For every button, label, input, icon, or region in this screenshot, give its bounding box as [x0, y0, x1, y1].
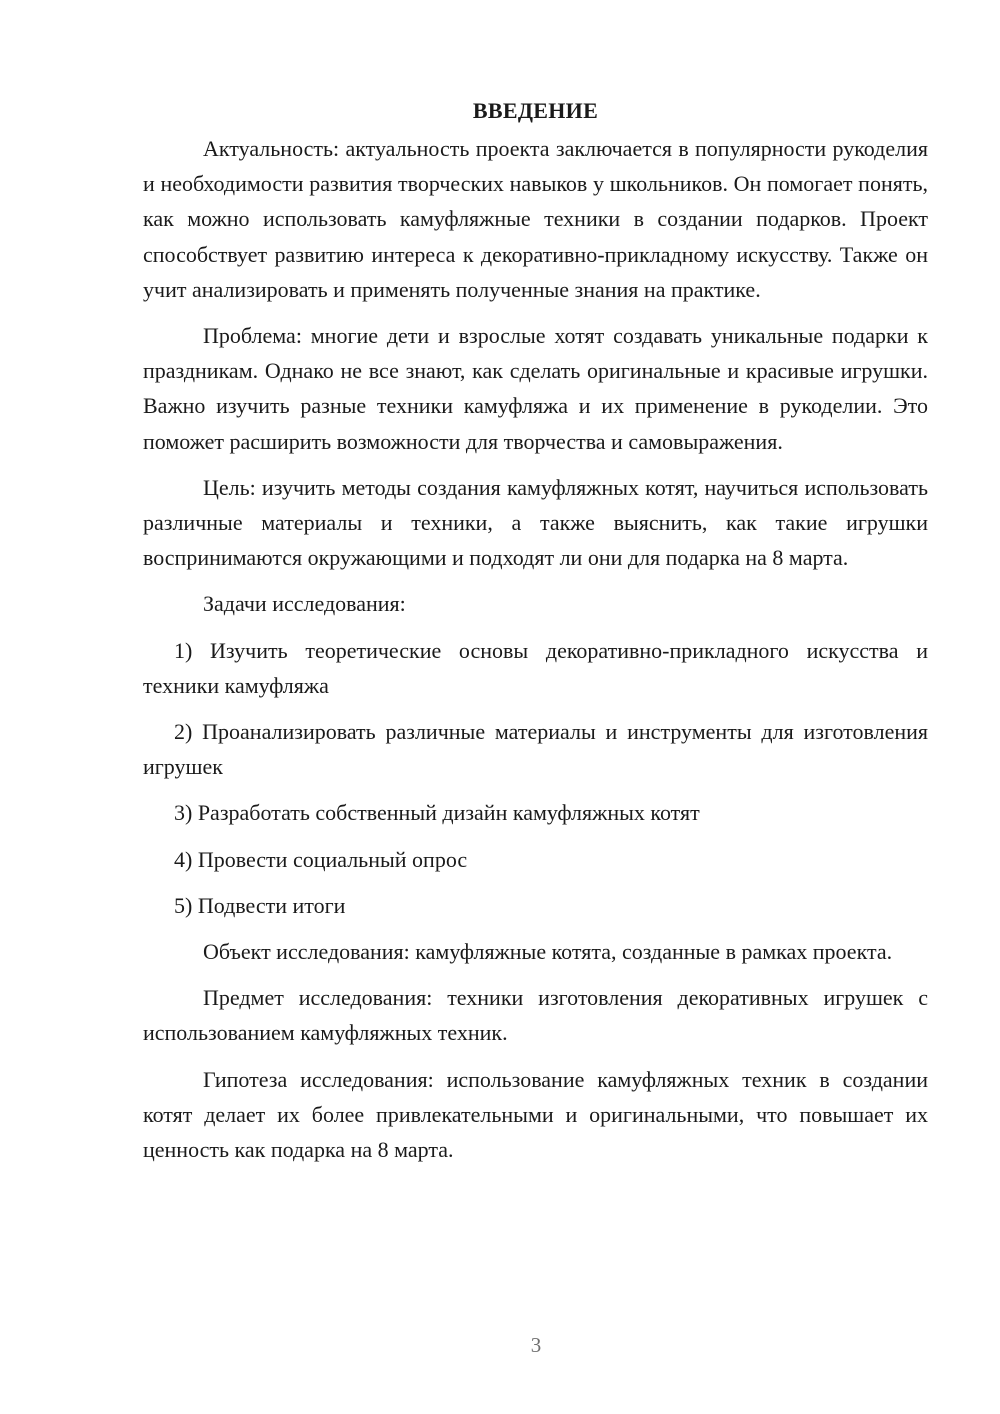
task-item-3: 3) Разработать собственный дизайн камуфляжных котят [174, 800, 700, 826]
tasks-title: Задачи исследования: [203, 591, 406, 617]
page-content [143, 93, 928, 1178]
subject-paragraph: Предмет исследования: техники изготовления декоративных игрушек с использованием камуфляжных техник. [143, 985, 928, 1046]
page-number: 3 [530, 1333, 542, 1357]
problem-paragraph: Проблема: многие дети и взрослые хотят создавать уникальные подарки к праздникам. Однако не все знают, как сделать оригинальные и красивые игрушки. Важно изучить разные техники камуфляжа и их применение в рукоделии. Это поможет расширить возможности для творчества и самовыражения. [143, 323, 928, 454]
hypothesis-paragraph: Гипотеза исследования: использование камуфляжных техник в создании котят делает их более привлекательными и оригинальными, что повышает их ценность как подарка на 8 марта. [143, 1066, 928, 1163]
relevance-paragraph: Актуальность: актуальность проекта заключается в популярности рукоделия и необходимости развития творческих навыков у школьников. Он помогает понять, как можно использовать камуфляжные техники в создании подарков. Проект способствует развитию интереса к декоративно-прикладному искусству. Также он учит анализировать и применять полученные знания на практике. [143, 136, 928, 302]
task-item-1: 1) Изучить теоретические основы декоративно-прикладного искусства и техники камуфляжа [143, 637, 928, 698]
goal-paragraph: Цель: изучить методы создания камуфляжных котят, научиться использовать различные материалы и техники, а также выяснить, как такие игрушки воспринимаются окружающими и подходят ли они для подарка на 8 марта. [143, 474, 928, 571]
task-item-2: 2) Проанализировать различные материалы и инструменты для изготовления игрушек [143, 719, 928, 780]
task-item-5: 5) Подвести итоги [174, 892, 346, 918]
task-item-4: 4) Провести социальный опрос [174, 846, 468, 872]
object-paragraph: Объект исследования: камуфляжные котята, созданные в рамках проекта. [203, 939, 893, 965]
page-heading: ВВЕДЕНИЕ [472, 98, 599, 123]
